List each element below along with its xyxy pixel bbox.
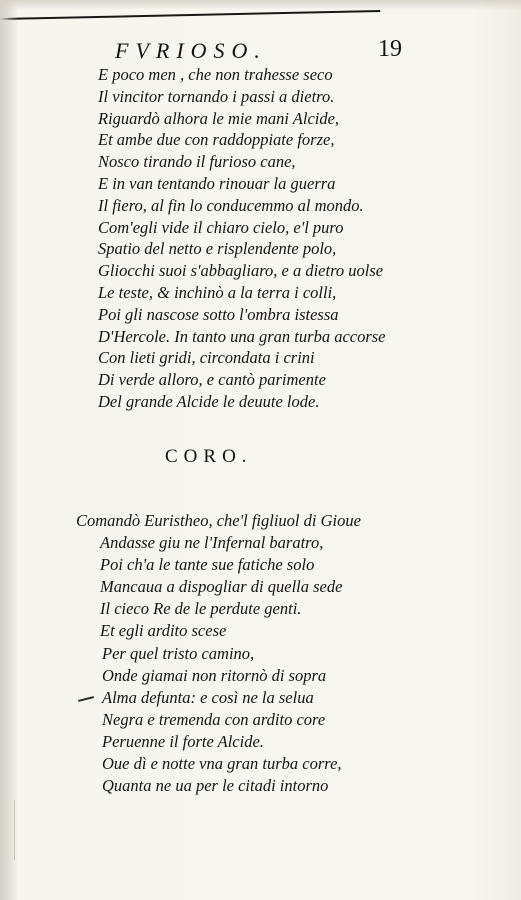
verse-line: Com'egli vide il chiaro cielo, e'l puro — [98, 217, 344, 237]
verse-line: Gliocchi suoi s'abbagliaro, e a dietro uolse — [98, 261, 384, 281]
chorus-line: Oue dì e notte vna gran turba corre, — [102, 754, 342, 774]
page-number: 19 — [378, 36, 402, 62]
page-gutter-shadow — [0, 0, 18, 900]
chorus-line: Andasse giu ne l'Infernal baratro, — [100, 533, 324, 553]
running-title: FVRIOSO. — [115, 38, 267, 63]
chorus-line: Negra e tremenda con ardito core — [102, 709, 326, 729]
chorus-line: Mancaua a dispogliar di quella sede — [100, 577, 343, 597]
running-head — [0, 36, 521, 64]
chorus-block — [76, 510, 361, 797]
gutter-rule — [14, 800, 15, 860]
verse-line: E in van tentando rinouar la guerra — [98, 173, 336, 193]
chorus-line: Quanta ne ua per le citadi intorno — [102, 776, 329, 796]
verse-line: Del grande Alcide le deuute lode. — [98, 391, 320, 411]
verse-block — [98, 64, 386, 413]
chorus-line: Poi ch'a le tante sue fatiche solo — [100, 555, 315, 575]
verse-line: Nosco tirando il furioso cane, — [98, 152, 296, 172]
verse-line: Riguardò alhora le mie mani Alcide, — [98, 108, 340, 128]
chorus-line: Et egli ardito scese — [100, 621, 227, 641]
verse-line: Il vincitor tornando i passi a dietro. — [98, 86, 335, 106]
chorus-line: Per quel tristo camino, — [102, 643, 255, 663]
chorus-line: Comandò Euristheo, che'l figliuol di Gioue — [76, 511, 361, 530]
verse-line: Poi gli nascose sotto l'ombra istessa — [98, 304, 339, 324]
verse-line: Et ambe due con raddoppiate forze, — [98, 130, 335, 150]
verse-line: Il fiero, al fin lo conducemmo al mondo. — [98, 195, 364, 215]
verse-line: Le teste, & inchinò a la terra i colli, — [98, 282, 337, 302]
chorus-line: Peruenne il forte Alcide. — [102, 731, 264, 751]
verse-line: D'Hercole. In tanto una gran turba accorse — [98, 326, 386, 346]
page-top-edge — [0, 0, 380, 20]
chorus-line: Onde giamai non ritornò di sopra — [102, 665, 327, 685]
chorus-line: Alma defunta: e così ne la selua — [102, 687, 314, 707]
chorus-line: Il cieco Re de le perdute genti. — [100, 599, 302, 619]
verse-line: Spatio del netto e risplendente polo, — [98, 239, 337, 259]
verse-line: Con lieti gridi, circondata i crini — [98, 348, 315, 368]
verse-line: E poco men , che non trahesse seco — [98, 65, 333, 84]
section-heading: CORO. — [165, 446, 253, 467]
verse-line: Di verde alloro, e cantò parimente — [98, 370, 326, 390]
